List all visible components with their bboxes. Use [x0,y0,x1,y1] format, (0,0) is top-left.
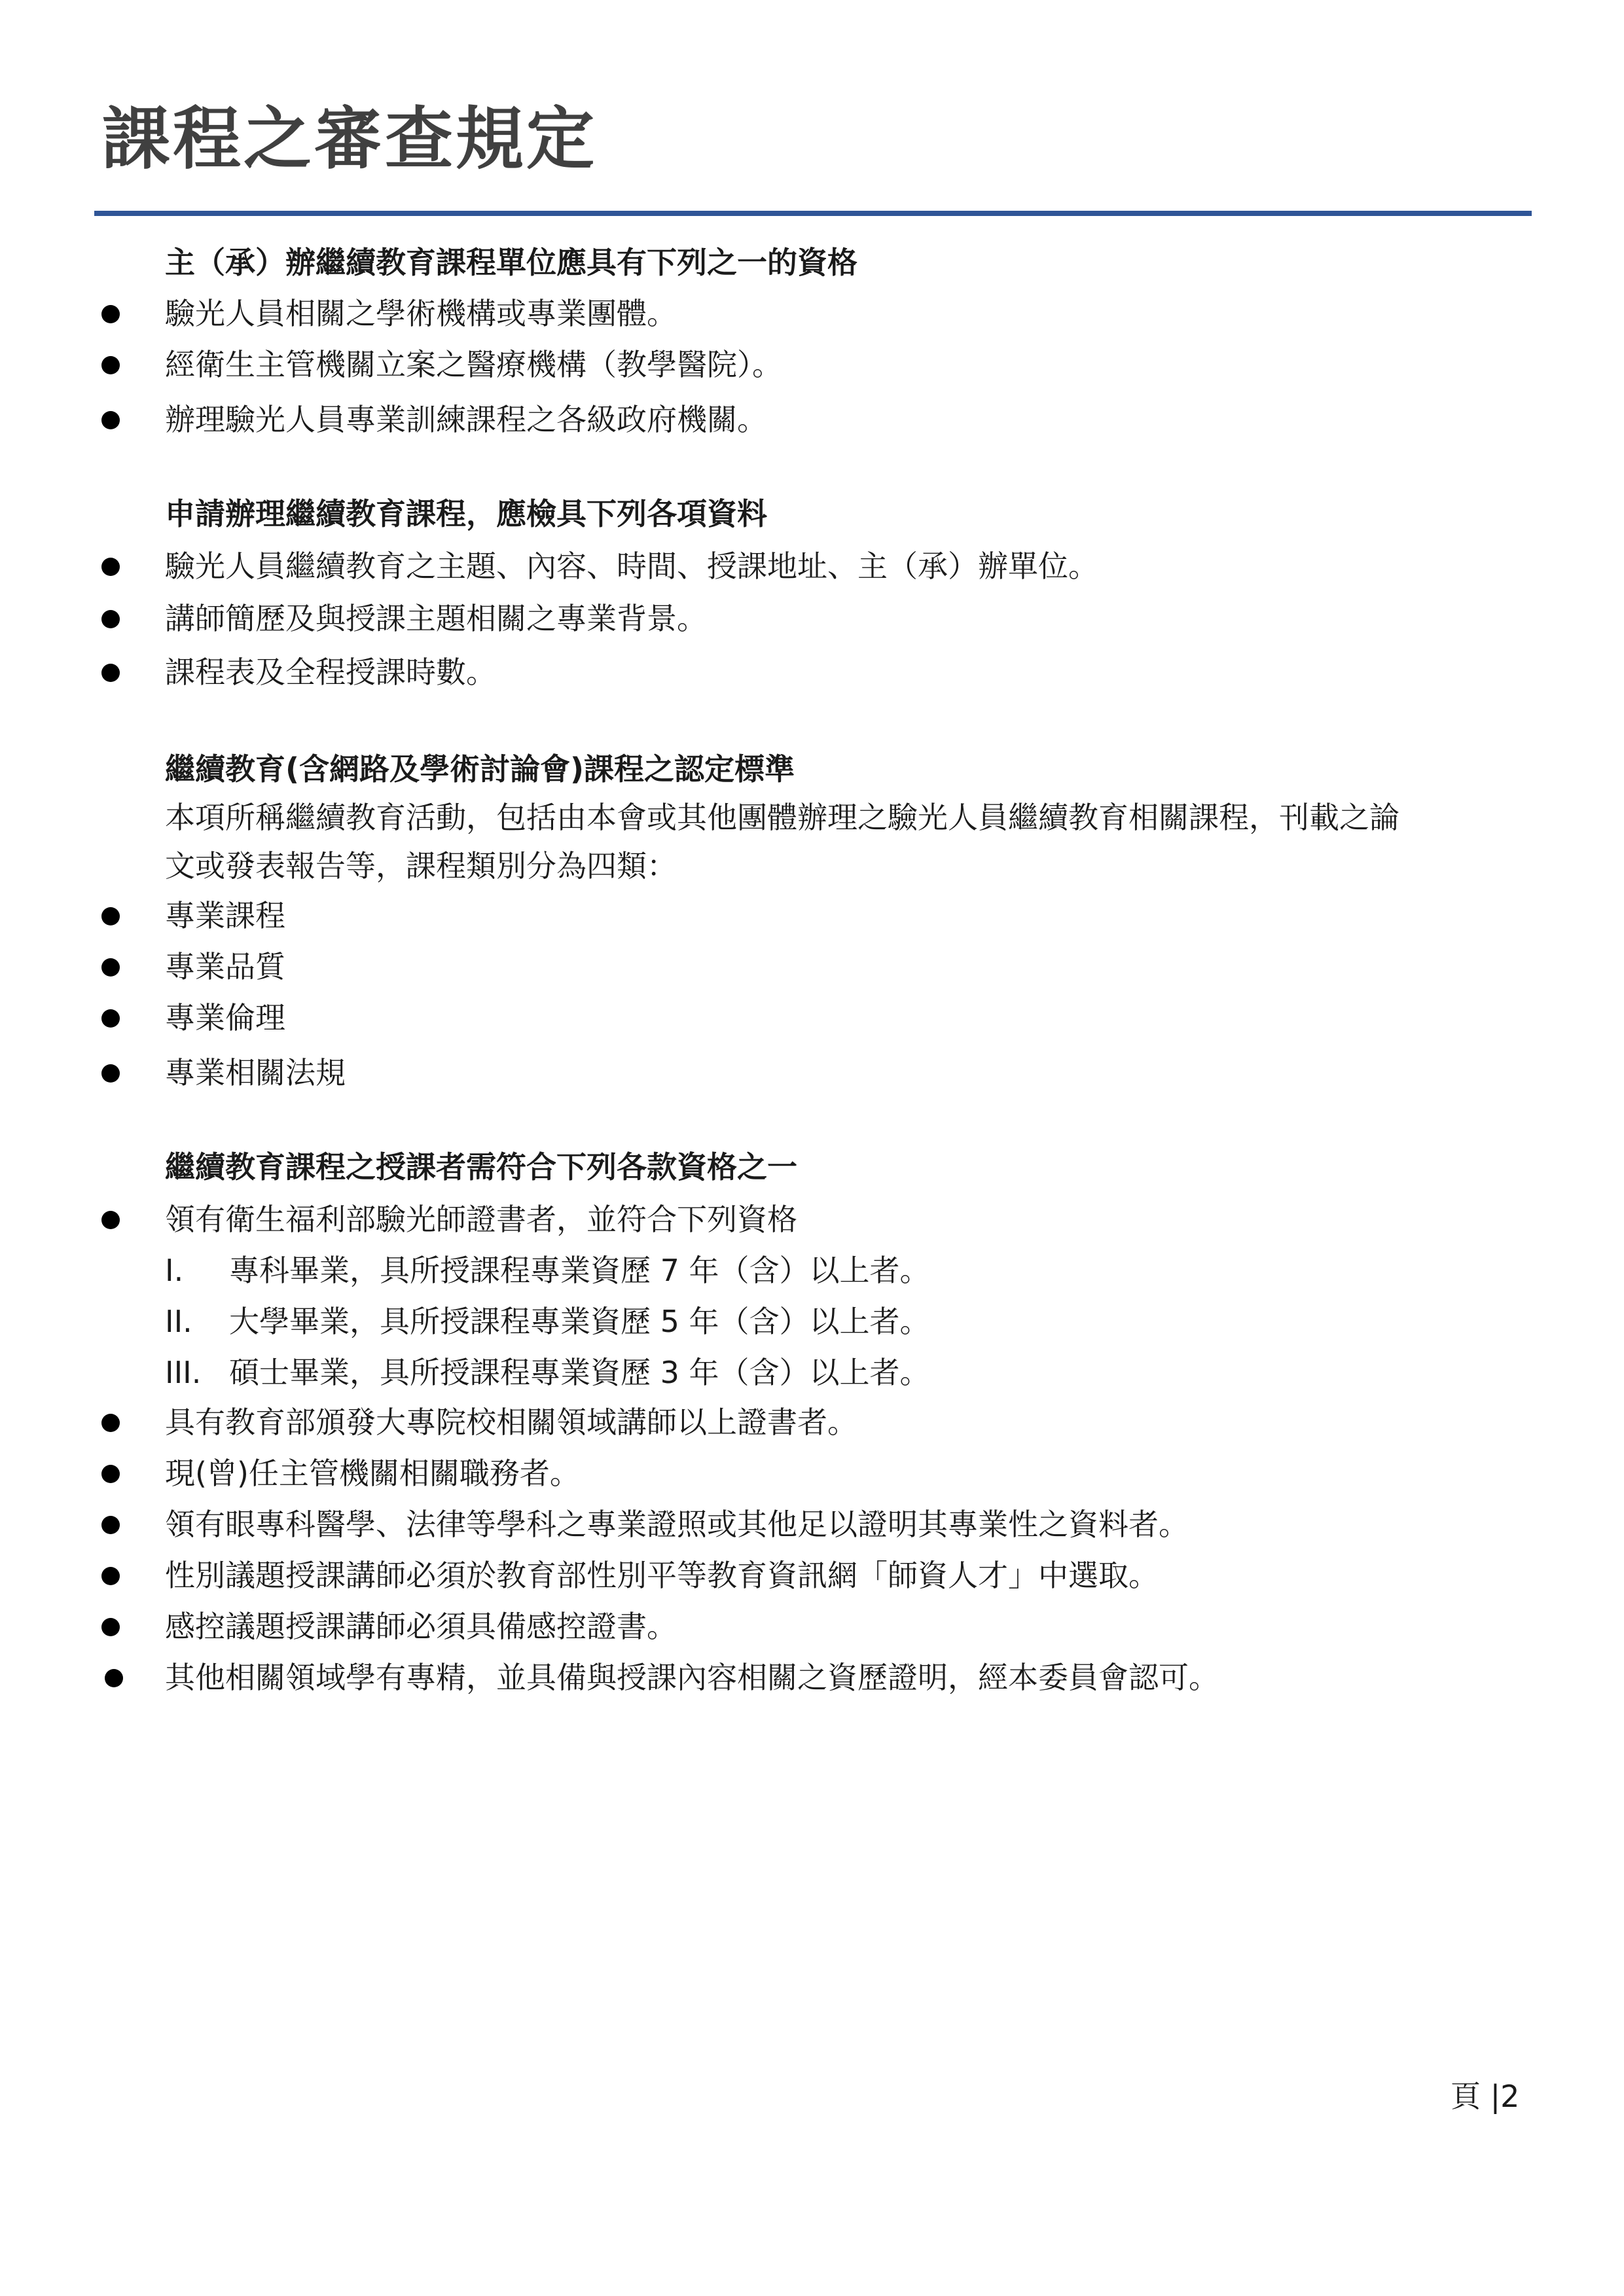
section-heading-application-documents: 申請辦理繼續教育課程，應檢具下列各項資料 [165,496,767,531]
page-number: 2 [1500,2079,1520,2114]
list-item: 課程表及全程授課時數。 [165,655,496,690]
section-heading-instructor-qualifications: 繼續教育課程之授課者需符合下列各款資格之一 [165,1149,797,1185]
bullet-icon [101,1618,120,1636]
sub-item-number: I. [165,1253,184,1288]
sub-item-text: 大學畢業，具所授課程專業資歷 5 年（含）以上者。 [229,1304,930,1339]
sub-item-text: 碩士畢業，具所授課程專業資歷 3 年（含）以上者。 [229,1355,930,1390]
bullet-icon [101,1516,120,1534]
bullet-icon [101,1567,120,1585]
paragraph-line: 文或發表報告等，課程類別分為四類： [165,848,677,884]
title-divider [94,211,1532,216]
bullet-icon [101,958,120,977]
list-item: 性別議題授課講師必須於教育部性別平等教育資訊網「師資人才」中選取。 [165,1558,1159,1593]
paragraph-line: 本項所稱繼續教育活動，包括由本會或其他團體辦理之驗光人員繼續教育相關課程，刊載之論 [165,800,1399,835]
list-item: 驗光人員相關之學術機構或專業團體。 [165,296,677,331]
section-heading-organizer-qualifications: 主（承）辦繼續教育課程單位應具有下列之一的資格 [165,245,857,280]
sub-item-number: II. [165,1304,192,1339]
bullet-icon [101,664,120,682]
list-item: 領有衛生福利部驗光師證書者，並符合下列資格 [165,1202,797,1237]
bullet-icon [101,1009,120,1028]
list-item: 驗光人員繼續教育之主題、內容、時間、授課地址、主（承）辦單位。 [165,548,1098,584]
page-label: 頁 [1451,2079,1481,2114]
list-item: 現(曾)任主管機關相關職務者。 [165,1456,580,1491]
bullet-icon [105,1669,123,1687]
sub-item-number: III. [165,1355,202,1390]
bullet-icon [101,356,120,374]
bullet-icon [101,1064,120,1083]
page-separator: | [1490,2079,1501,2114]
list-item: 其他相關領域學有專精，並具備與授課內容相關之資歷證明，經本委員會認可。 [165,1660,1219,1695]
list-item: 專業課程 [165,898,285,933]
bullet-icon [101,1414,120,1432]
page-footer [1451,2079,1519,2115]
bullet-icon [101,1465,120,1483]
page-title: 課程之審查規定 [102,99,598,179]
bullet-icon [101,907,120,925]
section-heading-recognition-criteria: 繼續教育(含網路及學術討論會)課程之認定標準 [165,751,795,787]
list-item: 感控議題授課講師必須具備感控證書。 [165,1609,677,1644]
list-item: 講師簡歷及與授課主題相關之專業背景。 [165,601,707,636]
list-item: 領有眼專科醫學、法律等學科之專業證照或其他足以證明其專業性之資料者。 [165,1507,1189,1542]
bullet-icon [101,411,120,429]
list-item: 辦理驗光人員專業訓練課程之各級政府機關。 [165,402,767,437]
list-item: 專業倫理 [165,1000,285,1035]
bullet-icon [101,610,120,628]
bullet-icon [101,1211,120,1229]
list-item: 專業相關法規 [165,1055,346,1090]
sub-item-text: 專科畢業，具所授課程專業資歷 7 年（含）以上者。 [229,1253,930,1288]
bullet-icon [101,305,120,323]
list-item: 專業品質 [165,949,285,984]
list-item: 具有教育部頒發大專院校相關領域講師以上證書者。 [165,1405,857,1440]
bullet-icon [101,558,120,576]
list-item: 經衛生主管機關立案之醫療機構（教學醫院）。 [165,347,782,382]
